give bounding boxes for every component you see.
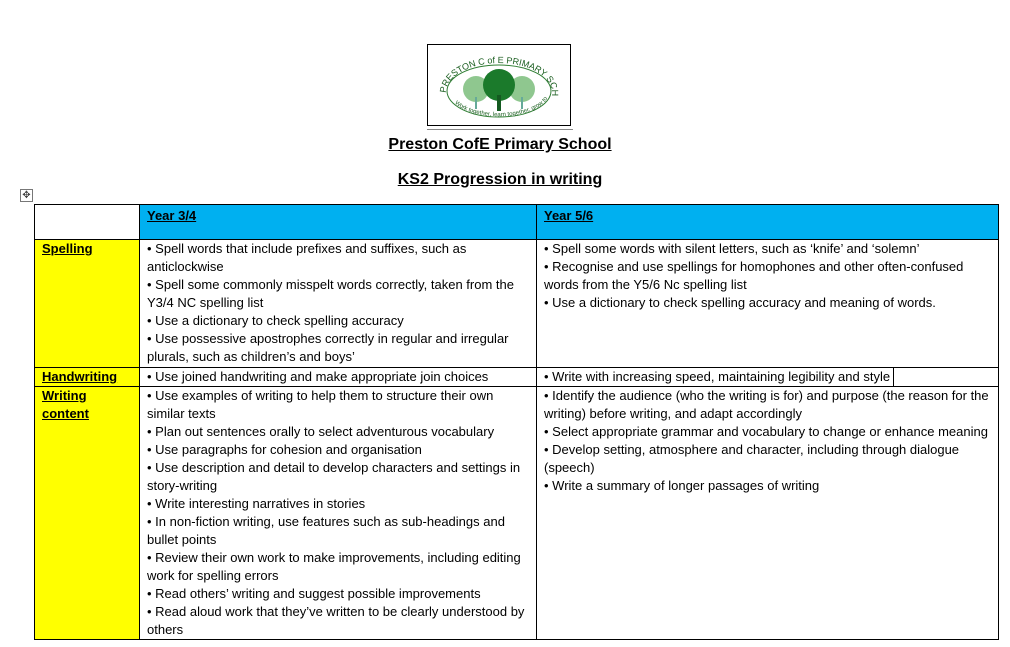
year34-cell: [140, 368, 537, 387]
svg-text:Work together, learn together,: Work together, learn together, grow to: [453, 95, 550, 119]
table-row: [35, 240, 999, 368]
year56-cell: [537, 240, 999, 368]
school-logo: [427, 44, 571, 126]
header-year56: Year 5/6: [537, 205, 999, 240]
year56-cell: [537, 387, 999, 640]
list-item: • Use a dictionary to check spelling accuracy and meaning of words.: [544, 295, 936, 310]
list-item: • Use paragraphs for cohesion and organisation: [147, 442, 422, 457]
svg-text:PRESTON C of E PRIMARY SCHOOL: PRESTON C of E PRIMARY SCH: [437, 54, 561, 97]
list-item: • Spell some commonly misspelt words correctly, taken from the Y3/4 NC spelling list: [147, 277, 514, 310]
table-header-row: [35, 205, 999, 240]
list-item: • Spell some words with silent letters, such as ‘knife’ and ‘solemn’: [544, 241, 920, 256]
list-item: • Write a summary of longer passages of writing: [544, 478, 820, 493]
list-item: • Read aloud work that they’ve written to be clearly understood by others: [147, 604, 525, 637]
list-item: • Select appropriate grammar and vocabulary to change or enhance meaning: [544, 424, 988, 439]
table-row: [35, 368, 999, 387]
row-label: Spelling: [35, 240, 140, 368]
row-label: Handwriting: [35, 368, 140, 387]
year34-cell: [140, 240, 537, 368]
list-item: • Identify the audience (who the writing is for) and purpose (the reason for the writing) before writing, and adapt accordingly: [544, 388, 989, 421]
list-item: • Read others’ writing and suggest possible improvements: [147, 586, 481, 601]
list-item: • Review their own work to make improvements, including editing work for spelling errors: [147, 550, 521, 583]
table-move-handle-icon[interactable]: ✥: [20, 189, 33, 202]
list-item: • In non-fiction writing, use features such as sub-headings and bullet points: [147, 514, 505, 547]
list-item: • Develop setting, atmosphere and character, including through dialogue (speech): [544, 442, 960, 475]
list-item: • Use possessive apostrophes correctly in regular and irregular plurals, such as children’s and boys’: [147, 331, 509, 364]
list-item: • Use description and detail to develop characters and settings in story-writing: [147, 460, 521, 493]
year34-cell: [140, 387, 537, 640]
page-subtitle: KS2 Progression in writing: [397, 171, 603, 188]
list-item: • Write interesting narratives in stories: [147, 496, 366, 511]
list-item: • Plan out sentences orally to select adventurous vocabulary: [147, 424, 495, 439]
year56-cell: [537, 368, 999, 387]
header-year34: Year 3/4: [140, 205, 537, 240]
row-label: Writing content: [35, 387, 140, 640]
list-item: • Use a dictionary to check spelling accuracy: [147, 313, 404, 328]
header-empty: [35, 205, 140, 240]
list-item: • Use joined handwriting and make appropriate join choices: [147, 369, 489, 384]
list-item: • Write with increasing speed, maintaining legibility and style: [544, 368, 894, 386]
list-item: • Use examples of writing to help them to structure their own similar texts: [147, 388, 494, 421]
list-item: • Spell words that include prefixes and suffixes, such as anticlockwise: [147, 241, 467, 274]
list-item: • Recognise and use spellings for homophones and other often-confused words from the Y5/6 Nc spelling list: [544, 259, 964, 292]
table-row: [35, 387, 999, 640]
progression-table: [34, 204, 999, 640]
page-title: Preston CofE Primary School: [388, 136, 612, 153]
logo-divider: [427, 129, 573, 130]
